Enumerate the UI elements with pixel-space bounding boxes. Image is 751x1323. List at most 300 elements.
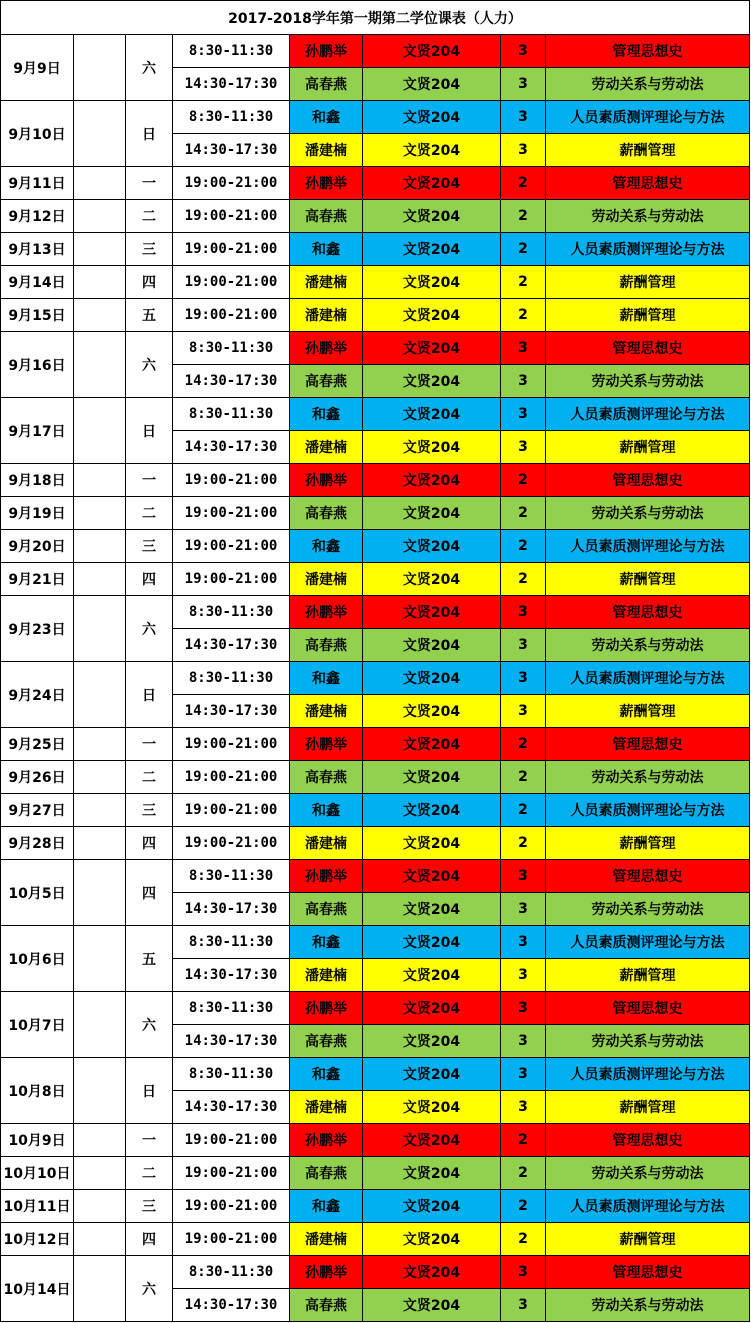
table-row: [1, 464, 750, 497]
date-cell: 10月6日: [1, 926, 74, 992]
hours-cell: 3: [501, 35, 546, 68]
room-cell: 文贤204: [363, 431, 501, 464]
table-row: [1, 563, 750, 596]
course-cell: 管理思想史: [546, 464, 750, 497]
weekday-cell: 六: [126, 35, 173, 101]
teacher-cell: 和鑫: [290, 1058, 363, 1091]
table-row: [1, 266, 750, 299]
hours-cell: 3: [501, 68, 546, 101]
table-row: [1, 299, 750, 332]
room-cell: 文贤204: [363, 332, 501, 365]
teacher-cell: 和鑫: [290, 1190, 363, 1223]
hours-cell: 3: [501, 1256, 546, 1289]
course-cell: 薪酬管理: [546, 266, 750, 299]
teacher-cell: 潘建楠: [290, 959, 363, 992]
teacher-cell: 和鑫: [290, 233, 363, 266]
teacher-cell: 高春燕: [290, 893, 363, 926]
date-cell: 9月14日: [1, 266, 74, 299]
room-cell: 文贤204: [363, 365, 501, 398]
course-cell: 管理思想史: [546, 1124, 750, 1157]
date-cell: 9月26日: [1, 761, 74, 794]
weekday-cell: 一: [126, 728, 173, 761]
blank-cell: [74, 794, 126, 827]
teacher-cell: 高春燕: [290, 1289, 363, 1322]
weekday-cell: 五: [126, 926, 173, 992]
blank-cell: [74, 1256, 126, 1322]
hours-cell: 2: [501, 761, 546, 794]
hours-cell: 2: [501, 794, 546, 827]
table-row: [1, 1223, 750, 1256]
time-cell: 8:30-11:30: [173, 926, 290, 959]
hours-cell: 3: [501, 860, 546, 893]
room-cell: 文贤204: [363, 1190, 501, 1223]
teacher-cell: 孙鹏举: [290, 332, 363, 365]
teacher-cell: 潘建楠: [290, 299, 363, 332]
time-cell: 14:30-17:30: [173, 893, 290, 926]
teacher-cell: 潘建楠: [290, 563, 363, 596]
room-cell: 文贤204: [363, 68, 501, 101]
course-cell: 劳动关系与劳动法: [546, 365, 750, 398]
hours-cell: 2: [501, 1223, 546, 1256]
time-cell: 19:00-21:00: [173, 728, 290, 761]
course-cell: 劳动关系与劳动法: [546, 497, 750, 530]
blank-cell: [74, 926, 126, 992]
room-cell: 文贤204: [363, 1124, 501, 1157]
course-cell: 薪酬管理: [546, 959, 750, 992]
date-cell: 9月19日: [1, 497, 74, 530]
time-cell: 19:00-21:00: [173, 761, 290, 794]
teacher-cell: 和鑫: [290, 398, 363, 431]
course-cell: 劳动关系与劳动法: [546, 629, 750, 662]
course-cell: 人员素质测评理论与方法: [546, 398, 750, 431]
course-cell: 劳动关系与劳动法: [546, 761, 750, 794]
table-row: [1, 662, 750, 695]
blank-cell: [74, 497, 126, 530]
hours-cell: 3: [501, 365, 546, 398]
table-row: [1, 761, 750, 794]
weekday-cell: 一: [126, 167, 173, 200]
course-cell: 管理思想史: [546, 332, 750, 365]
teacher-cell: 高春燕: [290, 1157, 363, 1190]
course-cell: 管理思想史: [546, 596, 750, 629]
course-cell: 薪酬管理: [546, 431, 750, 464]
hours-cell: 3: [501, 1025, 546, 1058]
title-row: [1, 1, 750, 35]
time-cell: 19:00-21:00: [173, 167, 290, 200]
hours-cell: 2: [501, 266, 546, 299]
hours-cell: 3: [501, 662, 546, 695]
teacher-cell: 和鑫: [290, 101, 363, 134]
time-cell: 14:30-17:30: [173, 365, 290, 398]
teacher-cell: 高春燕: [290, 200, 363, 233]
teacher-cell: 和鑫: [290, 662, 363, 695]
table-row: [1, 35, 750, 68]
teacher-cell: 潘建楠: [290, 827, 363, 860]
time-cell: 8:30-11:30: [173, 1256, 290, 1289]
table-row: [1, 167, 750, 200]
date-cell: 10月7日: [1, 992, 74, 1058]
room-cell: 文贤204: [363, 266, 501, 299]
blank-cell: [74, 992, 126, 1058]
course-cell: 人员素质测评理论与方法: [546, 926, 750, 959]
hours-cell: 3: [501, 431, 546, 464]
blank-cell: [74, 728, 126, 761]
hours-cell: 3: [501, 1091, 546, 1124]
time-cell: 19:00-21:00: [173, 266, 290, 299]
blank-cell: [74, 167, 126, 200]
room-cell: 文贤204: [363, 1157, 501, 1190]
date-cell: 9月15日: [1, 299, 74, 332]
time-cell: 8:30-11:30: [173, 101, 290, 134]
time-cell: 8:30-11:30: [173, 596, 290, 629]
time-cell: 19:00-21:00: [173, 530, 290, 563]
course-cell: 劳动关系与劳动法: [546, 1025, 750, 1058]
teacher-cell: 高春燕: [290, 68, 363, 101]
time-cell: 8:30-11:30: [173, 35, 290, 68]
date-cell: 9月13日: [1, 233, 74, 266]
table-row: [1, 1058, 750, 1091]
page-title: 2017-2018学年第一期第二学位课表（人力）: [1, 1, 750, 35]
course-cell: 劳动关系与劳动法: [546, 68, 750, 101]
teacher-cell: 潘建楠: [290, 266, 363, 299]
date-cell: 9月23日: [1, 596, 74, 662]
time-cell: 14:30-17:30: [173, 629, 290, 662]
table-row: [1, 1157, 750, 1190]
table-row: [1, 728, 750, 761]
hours-cell: 2: [501, 233, 546, 266]
blank-cell: [74, 464, 126, 497]
room-cell: 文贤204: [363, 662, 501, 695]
room-cell: 文贤204: [363, 794, 501, 827]
weekday-cell: 日: [126, 1058, 173, 1124]
time-cell: 8:30-11:30: [173, 398, 290, 431]
time-cell: 14:30-17:30: [173, 68, 290, 101]
course-cell: 人员素质测评理论与方法: [546, 1058, 750, 1091]
date-cell: 9月10日: [1, 101, 74, 167]
hours-cell: 3: [501, 992, 546, 1025]
time-cell: 19:00-21:00: [173, 233, 290, 266]
time-cell: 8:30-11:30: [173, 992, 290, 1025]
blank-cell: [74, 662, 126, 728]
room-cell: 文贤204: [363, 233, 501, 266]
course-cell: 劳动关系与劳动法: [546, 200, 750, 233]
room-cell: 文贤204: [363, 1289, 501, 1322]
course-cell: 人员素质测评理论与方法: [546, 233, 750, 266]
teacher-cell: 和鑫: [290, 794, 363, 827]
room-cell: 文贤204: [363, 563, 501, 596]
hours-cell: 2: [501, 1190, 546, 1223]
teacher-cell: 孙鹏举: [290, 35, 363, 68]
hours-cell: 3: [501, 926, 546, 959]
room-cell: 文贤204: [363, 860, 501, 893]
time-cell: 14:30-17:30: [173, 134, 290, 167]
room-cell: 文贤204: [363, 827, 501, 860]
course-cell: 薪酬管理: [546, 563, 750, 596]
table-row: [1, 596, 750, 629]
teacher-cell: 孙鹏举: [290, 596, 363, 629]
course-cell: 人员素质测评理论与方法: [546, 101, 750, 134]
course-cell: 劳动关系与劳动法: [546, 1289, 750, 1322]
date-cell: 10月14日: [1, 1256, 74, 1322]
room-cell: 文贤204: [363, 398, 501, 431]
course-cell: 管理思想史: [546, 167, 750, 200]
weekday-cell: 六: [126, 992, 173, 1058]
weekday-cell: 三: [126, 794, 173, 827]
table-row: [1, 497, 750, 530]
teacher-cell: 高春燕: [290, 761, 363, 794]
room-cell: 文贤204: [363, 959, 501, 992]
teacher-cell: 潘建楠: [290, 1091, 363, 1124]
course-cell: 管理思想史: [546, 35, 750, 68]
date-cell: 9月25日: [1, 728, 74, 761]
date-cell: 9月17日: [1, 398, 74, 464]
hours-cell: 3: [501, 1058, 546, 1091]
teacher-cell: 高春燕: [290, 629, 363, 662]
room-cell: 文贤204: [363, 167, 501, 200]
hours-cell: 3: [501, 1289, 546, 1322]
blank-cell: [74, 101, 126, 167]
course-cell: 薪酬管理: [546, 1223, 750, 1256]
teacher-cell: 孙鹏举: [290, 860, 363, 893]
date-cell: 9月21日: [1, 563, 74, 596]
hours-cell: 2: [501, 167, 546, 200]
course-cell: 管理思想史: [546, 860, 750, 893]
time-cell: 19:00-21:00: [173, 1223, 290, 1256]
hours-cell: 3: [501, 332, 546, 365]
table-row: [1, 860, 750, 893]
course-cell: 人员素质测评理论与方法: [546, 530, 750, 563]
room-cell: 文贤204: [363, 134, 501, 167]
room-cell: 文贤204: [363, 1058, 501, 1091]
weekday-cell: 四: [126, 266, 173, 299]
teacher-cell: 孙鹏举: [290, 167, 363, 200]
hours-cell: 2: [501, 299, 546, 332]
time-cell: 19:00-21:00: [173, 794, 290, 827]
table-row: [1, 926, 750, 959]
time-cell: 8:30-11:30: [173, 662, 290, 695]
table-row: [1, 233, 750, 266]
blank-cell: [74, 860, 126, 926]
hours-cell: 3: [501, 134, 546, 167]
blank-cell: [74, 266, 126, 299]
room-cell: 文贤204: [363, 530, 501, 563]
blank-cell: [74, 563, 126, 596]
room-cell: 文贤204: [363, 728, 501, 761]
table-row: [1, 1124, 750, 1157]
time-cell: 19:00-21:00: [173, 827, 290, 860]
date-cell: 9月28日: [1, 827, 74, 860]
table-row: [1, 992, 750, 1025]
hours-cell: 2: [501, 827, 546, 860]
date-cell: 9月12日: [1, 200, 74, 233]
weekday-cell: 一: [126, 464, 173, 497]
blank-cell: [74, 200, 126, 233]
teacher-cell: 孙鹏举: [290, 1256, 363, 1289]
hours-cell: 2: [501, 464, 546, 497]
hours-cell: 3: [501, 695, 546, 728]
blank-cell: [74, 827, 126, 860]
date-cell: 10月10日: [1, 1157, 74, 1190]
room-cell: 文贤204: [363, 596, 501, 629]
hours-cell: 3: [501, 893, 546, 926]
time-cell: 14:30-17:30: [173, 1091, 290, 1124]
hours-cell: 3: [501, 398, 546, 431]
course-cell: 劳动关系与劳动法: [546, 1157, 750, 1190]
weekday-cell: 三: [126, 1190, 173, 1223]
date-cell: 9月16日: [1, 332, 74, 398]
time-cell: 19:00-21:00: [173, 563, 290, 596]
blank-cell: [74, 233, 126, 266]
teacher-cell: 高春燕: [290, 1025, 363, 1058]
course-cell: 人员素质测评理论与方法: [546, 1190, 750, 1223]
time-cell: 8:30-11:30: [173, 1058, 290, 1091]
blank-cell: [74, 1223, 126, 1256]
date-cell: 9月24日: [1, 662, 74, 728]
weekday-cell: 一: [126, 1124, 173, 1157]
weekday-cell: 日: [126, 662, 173, 728]
hours-cell: 2: [501, 200, 546, 233]
room-cell: 文贤204: [363, 35, 501, 68]
table-row: [1, 1190, 750, 1223]
course-cell: 薪酬管理: [546, 827, 750, 860]
room-cell: 文贤204: [363, 299, 501, 332]
teacher-cell: 潘建楠: [290, 1223, 363, 1256]
room-cell: 文贤204: [363, 464, 501, 497]
hours-cell: 2: [501, 1124, 546, 1157]
room-cell: 文贤204: [363, 1256, 501, 1289]
room-cell: 文贤204: [363, 893, 501, 926]
course-cell: 人员素质测评理论与方法: [546, 662, 750, 695]
time-cell: 14:30-17:30: [173, 431, 290, 464]
room-cell: 文贤204: [363, 1025, 501, 1058]
weekday-cell: 二: [126, 761, 173, 794]
teacher-cell: 和鑫: [290, 926, 363, 959]
blank-cell: [74, 299, 126, 332]
blank-cell: [74, 1124, 126, 1157]
date-cell: 10月9日: [1, 1124, 74, 1157]
date-cell: 9月9日: [1, 35, 74, 101]
course-cell: 薪酬管理: [546, 299, 750, 332]
teacher-cell: 高春燕: [290, 497, 363, 530]
course-cell: 人员素质测评理论与方法: [546, 794, 750, 827]
teacher-cell: 孙鹏举: [290, 464, 363, 497]
time-cell: 14:30-17:30: [173, 1025, 290, 1058]
table-row: [1, 398, 750, 431]
room-cell: 文贤204: [363, 200, 501, 233]
table-row: [1, 1256, 750, 1289]
weekday-cell: 日: [126, 398, 173, 464]
time-cell: 8:30-11:30: [173, 332, 290, 365]
hours-cell: 3: [501, 959, 546, 992]
weekday-cell: 三: [126, 233, 173, 266]
course-cell: 劳动关系与劳动法: [546, 893, 750, 926]
date-cell: 9月20日: [1, 530, 74, 563]
table-row: [1, 332, 750, 365]
course-cell: 管理思想史: [546, 728, 750, 761]
room-cell: 文贤204: [363, 761, 501, 794]
teacher-cell: 高春燕: [290, 365, 363, 398]
date-cell: 10月8日: [1, 1058, 74, 1124]
hours-cell: 2: [501, 563, 546, 596]
blank-cell: [74, 1058, 126, 1124]
time-cell: 14:30-17:30: [173, 695, 290, 728]
weekday-cell: 二: [126, 200, 173, 233]
room-cell: 文贤204: [363, 101, 501, 134]
time-cell: 19:00-21:00: [173, 1157, 290, 1190]
hours-cell: 3: [501, 596, 546, 629]
time-cell: 19:00-21:00: [173, 299, 290, 332]
weekday-cell: 日: [126, 101, 173, 167]
room-cell: 文贤204: [363, 497, 501, 530]
room-cell: 文贤204: [363, 1223, 501, 1256]
time-cell: 14:30-17:30: [173, 959, 290, 992]
date-cell: 10月12日: [1, 1223, 74, 1256]
weekday-cell: 四: [126, 563, 173, 596]
blank-cell: [74, 1157, 126, 1190]
blank-cell: [74, 530, 126, 563]
time-cell: 19:00-21:00: [173, 464, 290, 497]
time-cell: 19:00-21:00: [173, 1190, 290, 1223]
blank-cell: [74, 596, 126, 662]
time-cell: 14:30-17:30: [173, 1289, 290, 1322]
table-row: [1, 530, 750, 563]
hours-cell: 2: [501, 497, 546, 530]
weekday-cell: 二: [126, 497, 173, 530]
course-cell: 薪酬管理: [546, 695, 750, 728]
schedule-body: [1, 1, 750, 1322]
teacher-cell: 潘建楠: [290, 431, 363, 464]
blank-cell: [74, 398, 126, 464]
weekday-cell: 三: [126, 530, 173, 563]
course-cell: 管理思想史: [546, 1256, 750, 1289]
table-row: [1, 101, 750, 134]
teacher-cell: 孙鹏举: [290, 1124, 363, 1157]
table-row: [1, 200, 750, 233]
hours-cell: 3: [501, 629, 546, 662]
blank-cell: [74, 332, 126, 398]
weekday-cell: 四: [126, 860, 173, 926]
room-cell: 文贤204: [363, 926, 501, 959]
time-cell: 19:00-21:00: [173, 200, 290, 233]
date-cell: 10月5日: [1, 860, 74, 926]
room-cell: 文贤204: [363, 695, 501, 728]
date-cell: 9月27日: [1, 794, 74, 827]
teacher-cell: 潘建楠: [290, 134, 363, 167]
blank-cell: [74, 761, 126, 794]
room-cell: 文贤204: [363, 1091, 501, 1124]
teacher-cell: 孙鹏举: [290, 728, 363, 761]
hours-cell: 3: [501, 101, 546, 134]
weekday-cell: 四: [126, 827, 173, 860]
course-cell: 管理思想史: [546, 992, 750, 1025]
course-cell: 薪酬管理: [546, 134, 750, 167]
course-cell: 薪酬管理: [546, 1091, 750, 1124]
hours-cell: 2: [501, 530, 546, 563]
time-cell: 19:00-21:00: [173, 497, 290, 530]
blank-cell: [74, 35, 126, 101]
weekday-cell: 二: [126, 1157, 173, 1190]
teacher-cell: 孙鹏举: [290, 992, 363, 1025]
teacher-cell: 和鑫: [290, 530, 363, 563]
date-cell: 10月11日: [1, 1190, 74, 1223]
teacher-cell: 潘建楠: [290, 695, 363, 728]
room-cell: 文贤204: [363, 629, 501, 662]
weekday-cell: 六: [126, 1256, 173, 1322]
weekday-cell: 四: [126, 1223, 173, 1256]
date-cell: 9月18日: [1, 464, 74, 497]
time-cell: 19:00-21:00: [173, 1124, 290, 1157]
date-cell: 9月11日: [1, 167, 74, 200]
